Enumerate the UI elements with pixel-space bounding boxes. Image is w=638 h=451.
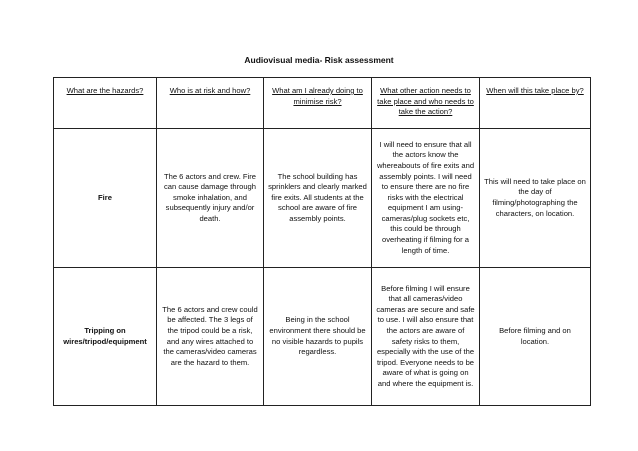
hazard-cell: Fire [54,129,157,268]
other-action-cell: Before filming I will ensure that all cameras/video cameras are secure and safe to use. I will also ensure that the actors are aware of safety risks to them, especially with the use of the tripod. Everyone needs to be aware of what is going on and where the equipment is. [372,268,480,406]
when-cell: This will need to take place on the day of filming/photographing the characters, on location. [480,129,591,268]
current-measures-cell: The school building has sprinklers and clearly marked fire exits. All students at the school are aware of fire assembly points. [264,129,372,268]
table-row [54,129,591,268]
who-at-risk-cell: The 6 actors and crew could be affected. The 3 legs of the tripod could be a risk, and any wires attached to the cameras/video cameras are the hazard to them. [157,268,264,406]
when-cell: Before filming and on location. [480,268,591,406]
header-when: When will this take place by? [480,78,591,129]
header-current-measures: What am I already doing to minimise risk? [264,78,372,129]
header-other-action: What other action needs to take place and who needs to take the action? [372,78,480,129]
table-row [54,268,591,406]
document-title: Audiovisual media- Risk assessment [244,55,394,65]
table-header-row [54,78,591,129]
risk-assessment-table [53,77,591,406]
hazard-cell: Tripping on wires/tripod/equipment [54,268,157,406]
header-who-at-risk: Who is at risk and how? [157,78,264,129]
who-at-risk-cell: The 6 actors and crew. Fire can cause damage through smoke inhalation, and subsequently injury and/or death. [157,129,264,268]
other-action-cell: I will need to ensure that all the actors know the whereabouts of fire exits and assembly points. I will need to ensure there are no fire risks with the electrical equipment I am using- cameras/plug sockets etc, this could be through overheating if filming for a length of time. [372,129,480,268]
current-measures-cell: Being in the school environment there should be no visible hazards to pupils regardless. [264,268,372,406]
header-hazards: What are the hazards? [54,78,157,129]
